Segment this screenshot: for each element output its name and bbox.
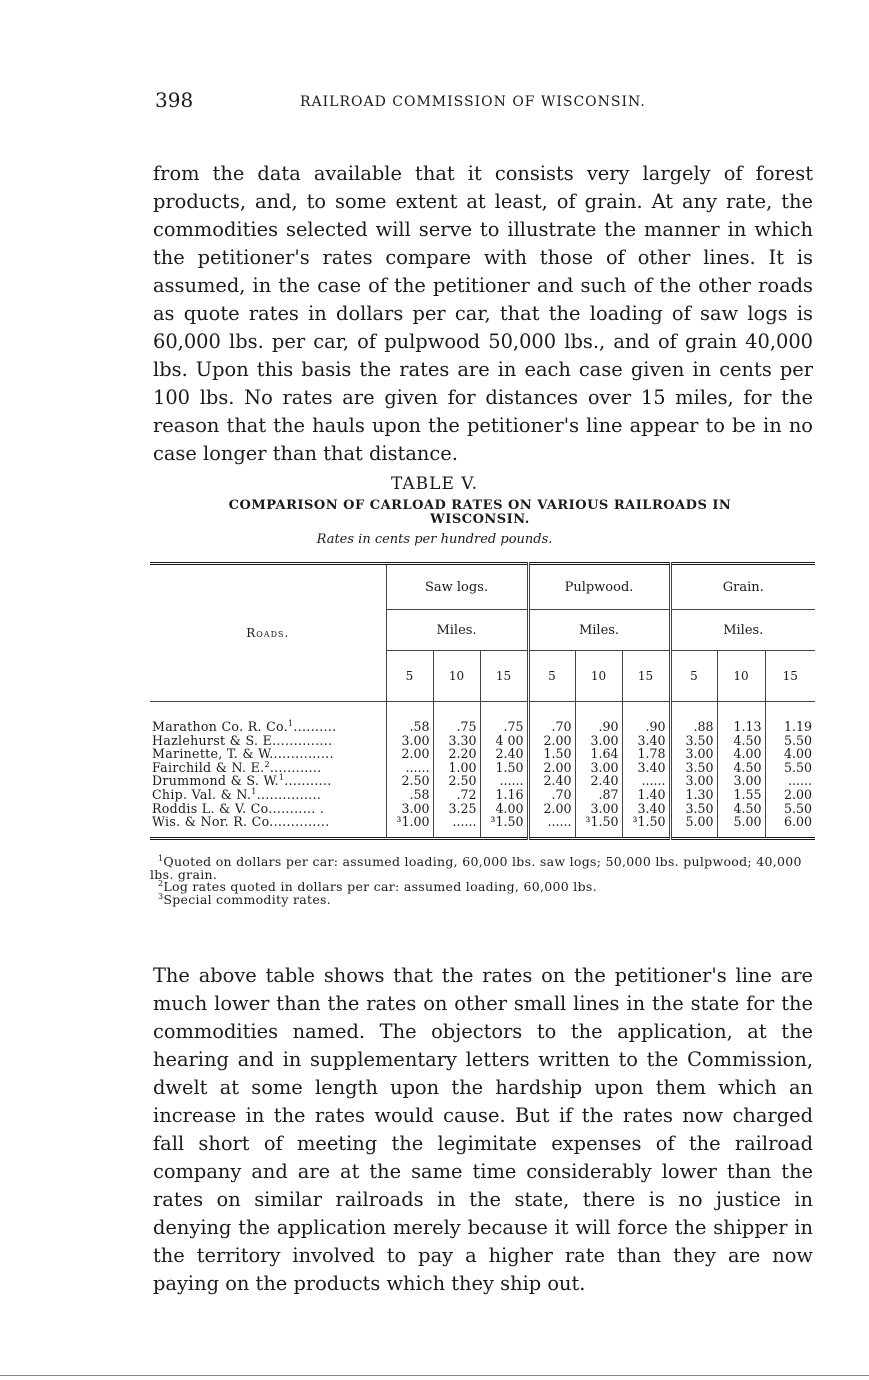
rate-cell: 2.00 [386,747,433,761]
rate-cell: 4.50 [717,761,765,775]
rate-cell: 4.50 [717,734,765,748]
rate-cell: .75 [433,702,480,734]
road-name-cell: Wis. & Nor. R. Co.............. [152,814,330,830]
page-number: 398 [155,88,194,112]
distance-header: 15 [622,651,670,702]
distance-header: 10 [433,651,480,702]
rate-cell: 5.00 [717,815,765,838]
running-head: RAILROAD COMMISSION OF WISCONSIN. [300,94,646,110]
rate-cell: 3.00 [575,734,622,748]
grain-header: Grain. [670,564,815,610]
rate-cell: 3.50 [670,802,717,816]
footer-rule [0,1375,869,1376]
rate-cell: 3.00 [670,747,717,761]
rate-cell: 3.30 [433,734,480,748]
rate-cell: 1.64 [575,747,622,761]
rate-cell: 1.50 [528,747,575,761]
saw-logs-miles-header: Miles. [386,610,528,651]
rate-cell: ...... [480,774,528,788]
rate-cell: 1.13 [717,702,765,734]
rate-cell: 5.50 [765,734,815,748]
rate-cell: 4 00 [480,734,528,748]
distance-header: 5 [528,651,575,702]
rate-cell: ³1.50 [575,815,622,838]
rate-cell: ³1.50 [622,815,670,838]
table-title: TABLE V. [391,474,478,494]
rate-cell: 1.00 [433,761,480,775]
rate-cell: ³1.00 [386,815,433,838]
rate-cell: .75 [480,702,528,734]
roads-header: Roads. [150,564,386,702]
saw-logs-header: Saw logs. [386,564,528,610]
rate-cell: ...... [386,761,433,775]
rate-cell: .72 [433,788,480,802]
rate-cell: 3.25 [433,802,480,816]
rate-cell: 2.40 [528,774,575,788]
pulpwood-miles-header: Miles. [528,610,670,651]
rate-cell: 2.00 [528,734,575,748]
rate-cell: 3.40 [622,802,670,816]
rate-cell: 3.50 [670,761,717,775]
rate-cell: 1.78 [622,747,670,761]
rate-cell: ...... [622,774,670,788]
table-row [150,815,815,838]
footnote-2: $^2$Log rates quoted in dollars per car: assumed loading, 60,000 lbs. [158,879,597,895]
rate-cell: 2.50 [433,774,480,788]
rate-cell: 3.00 [670,774,717,788]
rate-cell: .90 [622,702,670,734]
rate-cell: 2.50 [386,774,433,788]
rate-cell: .70 [528,788,575,802]
rate-cell: .90 [575,702,622,734]
rate-cell: 2.00 [528,802,575,816]
rate-cell: .70 [528,702,575,734]
rate-cell: 2.40 [480,747,528,761]
rate-cell: 4.00 [717,747,765,761]
rate-cell: 3.40 [622,734,670,748]
road-name-cell: Hazlehurst & S. E.............. [152,732,333,748]
rate-cell: ³1.50 [480,815,528,838]
body-paragraph-2: The above table shows that the rates on the petitioner's line are much lower than the rates on other small lines in the state for the commodities named. The objectors to the application, at the hearing and in supplementary letters written to the Commission, dwelt at some length upon the hardship upon them which an increase in the rates would cause. But if the rates now charged fall short of meeting the legimitate expenses of the railroad company and are at the same time considerably lower than the rates on similar railroads in the state, there is no justice in denying the application merely because it will force the shipper in the territory involved to pay a higher rate than they are now paying on the products which they ship out. [153,964,813,1296]
table-row [150,702,815,734]
rate-cell: ...... [433,815,480,838]
table-subcaption: Rates in cents per hundred pounds. [316,532,553,547]
distance-header: 5 [670,651,717,702]
rate-cell: 3.00 [717,774,765,788]
road-name-cell: Drummond & S. W.$^1$........... [152,773,332,789]
table-row [150,747,815,761]
rate-cell: 1.30 [670,788,717,802]
footnote-1: $^1$Quoted on dollars per car: assumed loading, 60,000 lbs. saw logs; 50,000 lbs. pulpwood; 40,000 lbs. grain. [150,853,802,882]
table-row [150,774,815,788]
rate-cell: 3.50 [670,734,717,748]
rate-cell: 4.50 [717,802,765,816]
distance-header: 15 [765,651,815,702]
footnote-3: $^3$Special commodity rates. [158,891,332,907]
body-paragraph-1: from the data available that it consists very largely of forest products, and, to some extent at least, of grain. At any rate, the commodities selected will serve to illustrate the manner in which the petitioner's rates compare with those of other lines. It is assumed, in the case of the petitioner and such of the other roads as quote rates in dollars per car, that the loading of saw logs is 60,000 lbs. per car, of pulpwood 50,000 lbs., and of grain 40,000 lbs. Upon this basis the rates are in each case given in cents per 100 lbs. No rates are given for distances over 15 miles, for the reason that the hauls upon the petitioner's line appear to be in no case longer than that distance. [153,162,813,466]
rate-cell: 1.40 [622,788,670,802]
rate-cell: .88 [670,702,717,734]
distance-header: 15 [480,651,528,702]
distance-header: 10 [717,651,765,702]
rate-cell: .87 [575,788,622,802]
rate-cell: ...... [765,774,815,788]
table-row [150,788,815,802]
rate-cell: 2.00 [528,761,575,775]
table-row [150,802,815,816]
road-name-cell: Chip. Val. & N.$^1$............... [152,786,322,802]
rate-cell: 1.55 [717,788,765,802]
rate-cell: 4.00 [765,747,815,761]
road-name-cell: Marathon Co. R. Co.$^1$.......... [152,718,337,734]
rate-cell: 3.40 [622,761,670,775]
table-row [150,734,815,748]
road-name-cell: Marinette, T. & W............... [152,746,334,762]
rate-cell: 4.00 [480,802,528,816]
pulpwood-header: Pulpwood. [528,564,670,610]
table-caption: COMPARISON OF CARLOAD RATES ON VARIOUS RAILROADS IN WISCONSIN. [228,498,732,527]
rate-cell: 2.20 [433,747,480,761]
rate-cell: 1.16 [480,788,528,802]
rate-cell: 2.40 [575,774,622,788]
rate-cell: 5.50 [765,802,815,816]
distance-header: 5 [386,651,433,702]
rate-cell: 3.00 [575,761,622,775]
rate-cell: .58 [386,702,433,734]
rate-cell: 1.50 [480,761,528,775]
footnotes [150,853,815,907]
rate-cell: .58 [386,788,433,802]
rate-cell: 3.00 [386,734,433,748]
rate-cell: 5.50 [765,761,815,775]
rate-cell: 3.00 [575,802,622,816]
grain-miles-header: Miles. [670,610,815,651]
rates-table [150,562,815,840]
road-name-cell: Roddis L. & V. Co........... . [152,800,325,816]
distance-header: 10 [575,651,622,702]
rate-cell: 2.00 [765,788,815,802]
road-name-cell: Fairchild & N. E.$^2$............ [152,759,322,775]
rate-cell: 6.00 [765,815,815,838]
rate-cell: 5.00 [670,815,717,838]
rate-cell: 3.00 [386,802,433,816]
rate-cell: 1.19 [765,702,815,734]
rate-cell: ...... [528,815,575,838]
